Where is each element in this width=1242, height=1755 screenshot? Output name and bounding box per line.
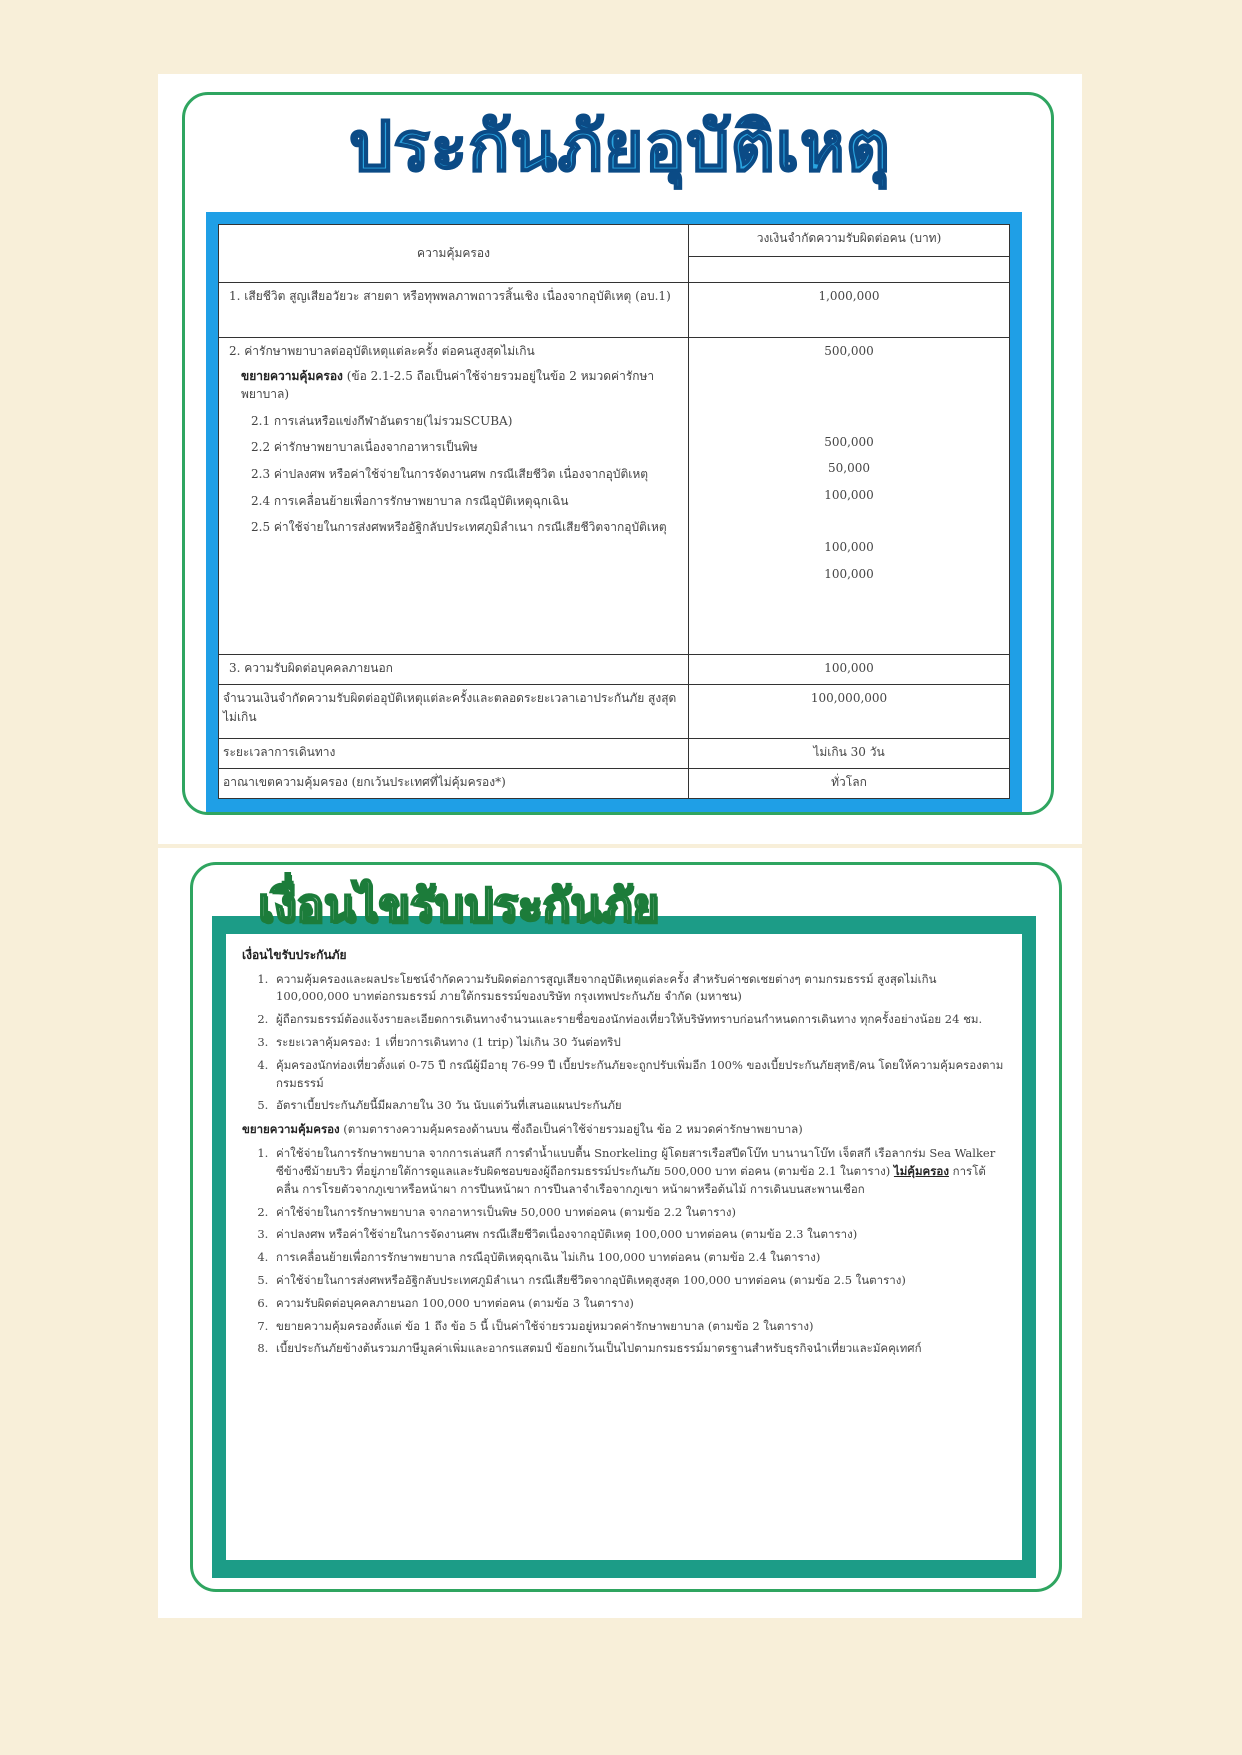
extension-item: 2. ค่าใช้จ่ายในการรักษาพยาบาล จากอาหารเป็นพิษ 50,000 บาทต่อคน (ตามข้อ 2.2 ในตาราง) <box>272 1204 1006 1222</box>
coverage-title: ประกันภัยอุบัติเหตุ <box>349 108 891 187</box>
conditions-content <box>226 934 1022 1560</box>
extension-item: 1. ค่าใช้จ่ายในการรักษาพยาบาล จากการเล่นสกี การดำน้ำแบบตื้น Snorkeling ผู้โดยสารเรือสปีดโบ๊ท บานานาโบ๊ท เจ็ตสกี เรือลากร่ม Sea Walker ซีข้างซีม้ายบริว ที่อยู่ภายใต้การดูแลและรับผิดชอบของผู้ถือกรมธรรม์ประกันภัย 500,000 บาท ต่อคน (ตามข้อ 2.1 ในตาราง) ไม่คุ้มครอง การโต้คลื่น การโรยตัวจากภูเขาหรือหน้าผา การปีนหน้าผา การปีนลาจำเรือจากภูเขา หน้าผาหรือต้นไม้ การเดินบนสะพานเชือก <box>272 1145 1006 1198</box>
conditions-heading: เงื่อนไขรับประกันภัย <box>242 948 347 962</box>
row-medical-cell <box>219 338 689 655</box>
sub-2-3-amount: 100,000 <box>824 487 874 502</box>
extension-heading: ขยายความคุ้มครอง (ตามตารางความคุ้มครองด้านบน ซึ่งถือเป็นค่าใช้จ่ายรวมอยู่ใน ข้อ 2 หมวดค่ารักษาพยาบาล) <box>242 1122 803 1137</box>
header-coverage: ความคุ้มครอง <box>219 225 689 283</box>
row-liability-amount: 100,000 <box>689 655 1010 685</box>
sub-2-1-amount: 500,000 <box>824 434 874 449</box>
condition-item: 1. ความคุ้มครองและผลประโยชน์จำกัดความรับผิดต่อการสูญเสียจากอุบัติเหตุแต่ละครั้ง สำหรับค่าชดเชยต่างๆ ตามกรมธรรม์ สูงสุดไม่เกิน 100,000,000 บาทต่อกรมธรรม์ ภายใต้กรมธรรม์ของบริษัท กรุงเทพประกันภัย จำกัด (มหาชน) <box>272 971 1006 1007</box>
row-liability-label: 3. ความรับผิดต่อบุคคลภายนอก <box>219 655 689 685</box>
sub-2-1: 2.1 การเล่นหรือแข่งกีฬาอันตราย(ไม่รวมSCUBA) <box>251 413 513 428</box>
condition-item: 5. อัตราเบี้ยประกันภัยนี้มีผลภายใน 30 วัน นับแต่วันที่เสนอแผนประกันภัย <box>272 1097 1006 1115</box>
extension-item: 5. ค่าใช้จ่ายในการส่งศพหรืออัฐิกลับประเทศภูมิลำเนา กรณีเสียชีวิตจากอุบัติเหตุสูงสุด 100,000 บาทต่อคน (ตามข้อ 2.5 ในตาราง) <box>272 1272 1006 1290</box>
header-limit: วงเงินจำกัดความรับผิดต่อคน (บาท) <box>689 225 1010 257</box>
row-death-label: 1. เสียชีวิต สูญเสียอวัยวะ สายตา หรือทุพพลภาพถาวรสิ้นเชิง เนื่องจากอุบัติเหตุ (อบ.1) <box>219 283 689 338</box>
row-medical-amounts <box>689 338 1010 655</box>
row-duration-value: ไม่เกิน 30 วัน <box>689 739 1010 769</box>
row-territory-value: ทั่วโลก <box>689 769 1010 799</box>
coverage-sheet <box>158 74 1082 844</box>
row-territory-label: อาณาเขตความคุ้มครอง (ยกเว้นประเทศที่ไม่คุ้มครอง*) <box>219 769 689 799</box>
condition-item: 3. ระยะเวลาคุ้มครอง: 1 เที่ยวการเดินทาง (1 trip) ไม่เกิน 30 วันต่อทริป <box>272 1034 1006 1052</box>
row-death-amount: 1,000,000 <box>689 283 1010 338</box>
row-medical-amount: 500,000 <box>824 344 874 358</box>
sub-2-4: 2.4 การเคลื่อนย้ายเพื่อการรักษาพยาบาล กรณีอุบัติเหตุฉุกเฉิน <box>251 493 569 508</box>
extension-item: 7. ขยายความคุ้มครองตั้งแต่ ข้อ 1 ถึง ข้อ 5 นี้ เป็นค่าใช้จ่ายรวมอยู่หมวดค่ารักษาพยาบาล (ตามข้อ 2 ในตาราง) <box>272 1318 1006 1336</box>
condition-item: 2. ผู้ถือกรมธรรม์ต้องแจ้งรายละเอียดการเดินทางจำนวนและรายชื่อของนักท่องเที่ยวให้บริษัททราบก่อนกำหนดการเดินทาง ทุกครั้งอย่างน้อย 24 ชม. <box>272 1011 1006 1029</box>
sub-2-2: 2.2 ค่ารักษาพยาบาลเนื่องจากอาหารเป็นพิษ <box>251 440 478 455</box>
conditions-sheet <box>158 848 1082 1618</box>
extension-note: ขยายความคุ้มครอง (ข้อ 2.1-2.5 ถือเป็นค่าใช้จ่ายรวมอยู่ในข้อ 2 หมวดค่ารักษาพยาบาล) <box>241 368 655 402</box>
coverage-table <box>218 224 1010 799</box>
extension-item: 8. เบี้ยประกันภัยข้างต้นรวมภาษีมูลค่าเพิ่มและอากรแสตมป์ ข้อยกเว้นเป็นไปตามกรมธรรม์มาตรฐานสำหรับธุรกิจนำเที่ยวและมัคคุเทศก์ <box>272 1340 1006 1358</box>
extensions-list <box>242 1145 1006 1358</box>
sub-2-5-amount: 100,000 <box>824 566 874 581</box>
row-limit-amount: 100,000,000 <box>689 685 1010 739</box>
extension-item: 4. การเคลื่อนย้ายเพื่อการรักษาพยาบาล กรณีอุบัติเหตุฉุกเฉิน ไม่เกิน 100,000 บาทต่อคน (ตามข้อ 2.4 ในตาราง) <box>272 1249 1006 1267</box>
row-duration-label: ระยะเวลาการเดินทาง <box>219 739 689 769</box>
row-limit-label: จำนวนเงินจำกัดความรับผิดต่ออุบัติเหตุแต่ละครั้งและตลอดระยะเวลาเอาประกันภัย สูงสุดไม่เกิน <box>219 685 689 739</box>
extension-item: 6. ความรับผิดต่อบุคคลภายนอก 100,000 บาทต่อคน (ตามข้อ 3 ในตาราง) <box>272 1295 1006 1313</box>
conditions-list <box>242 971 1006 1116</box>
sub-2-2-amount: 50,000 <box>828 461 870 476</box>
conditions-box <box>212 916 1036 1578</box>
sub-2-5: 2.5 ค่าใช้จ่ายในการส่งศพหรืออัฐิกลับประเทศภูมิลำเนา กรณีเสียชีวิตจากอุบัติเหตุ <box>251 520 667 535</box>
header-limit-blank <box>689 257 1010 283</box>
conditions-title: เงื่อนไขรับประกันภัย <box>258 878 659 932</box>
condition-item: 4. คุ้มครองนักท่องเที่ยวตั้งแต่ 0-75 ปี กรณีผู้มีอายุ 76-99 ปี เบี้ยประกันภัยจะถูกปรับเพิ่มอีก 100% ของเบี้ยประกันภัยสุทธิ/คน โดยให้ความคุ้มครองตามกรมธรรม์ <box>272 1057 1006 1093</box>
extension-item: 3. ค่าปลงศพ หรือค่าใช้จ่ายในการจัดงานศพ กรณีเสียชีวิตเนื่องจากอุบัติเหตุ 100,000 บาทต่อคน (ตามข้อ 2.3 ในตาราง) <box>272 1226 1006 1244</box>
row-medical-label: 2. ค่ารักษาพยาบาลต่ออุบัติเหตุแต่ละครั้ง ต่อคนสูงสุดไม่เกิน <box>229 344 535 358</box>
sub-2-4-amount: 100,000 <box>824 540 874 555</box>
sub-2-3: 2.3 ค่าปลงศพ หรือค่าใช้จ่ายในการจัดงานศพ กรณีเสียชีวิต เนื่องจากอุบัติเหตุ <box>251 466 649 481</box>
coverage-table-box <box>206 212 1022 812</box>
